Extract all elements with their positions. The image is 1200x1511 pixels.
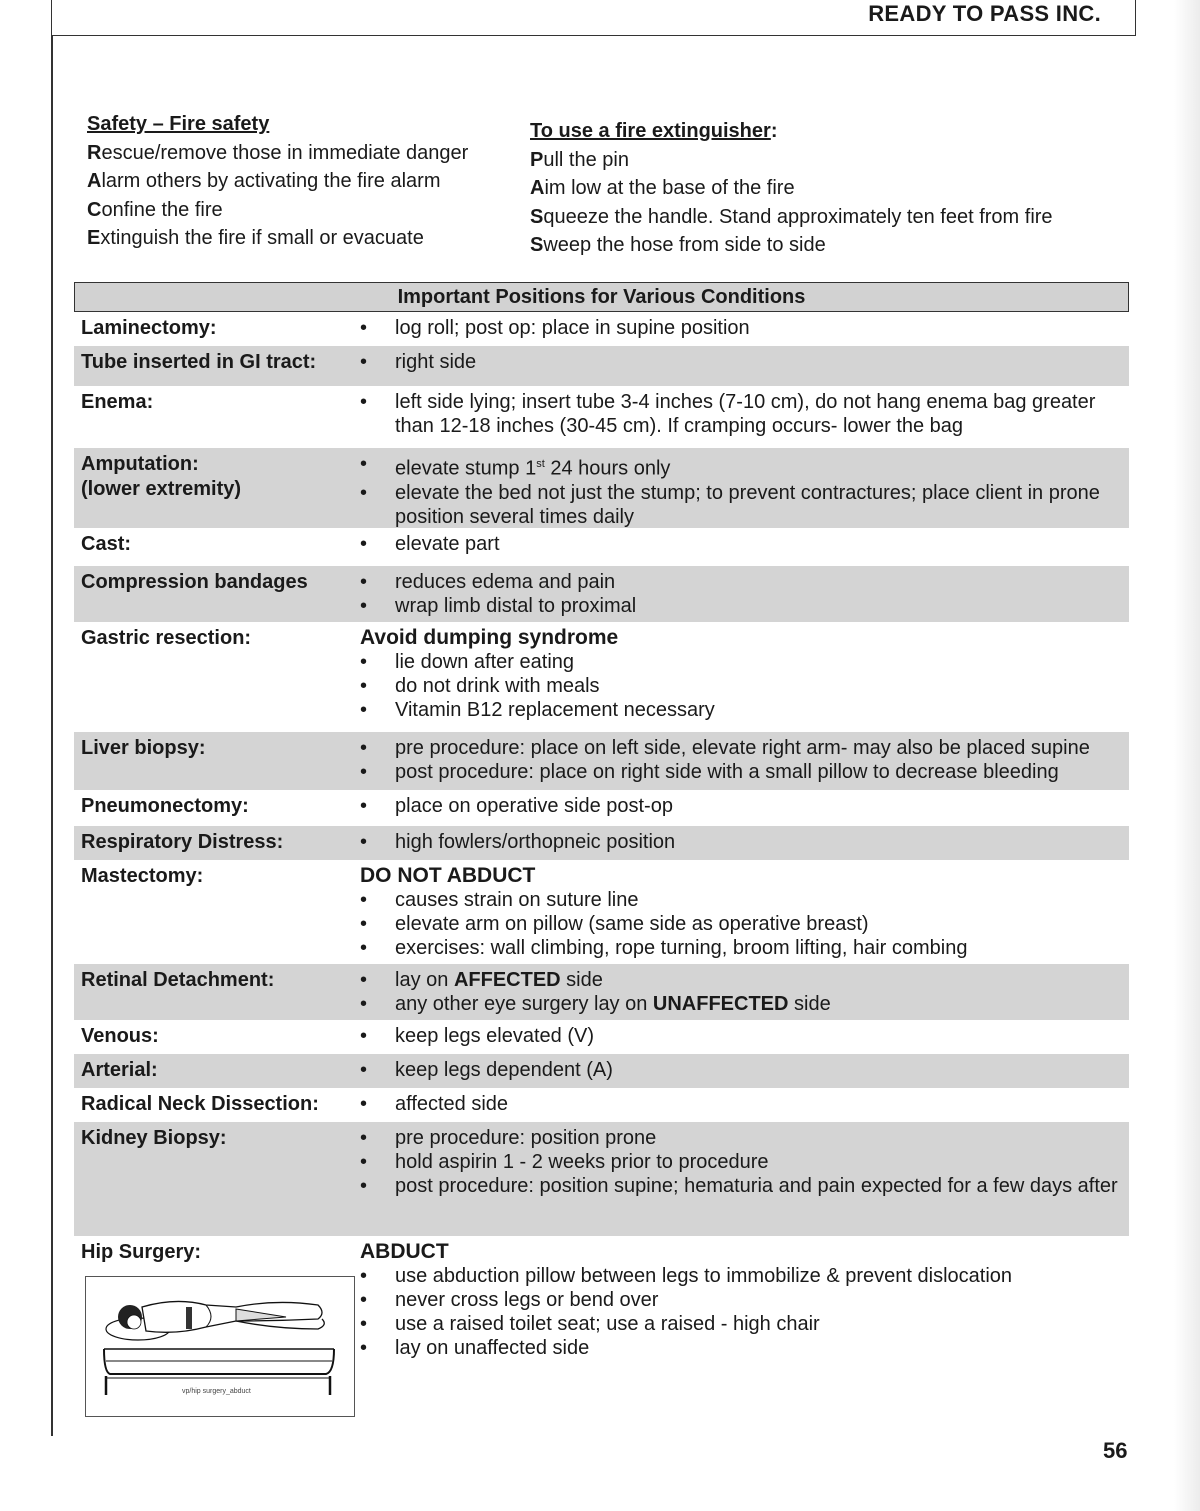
condition-label-line: Enema:: [81, 391, 154, 413]
position-instructions: [356, 566, 1129, 622]
extinguisher-line: Aim low at the base of the fire: [530, 177, 795, 199]
bullet-icon: •: [360, 453, 368, 475]
figure-caption: vp/hip surgery_abduct: [182, 1388, 251, 1395]
instruction-item: [360, 936, 1121, 960]
instruction-text: use abduction pillow between legs to immobilize & prevent dislocation: [395, 1265, 1013, 1287]
condition-label: [74, 1020, 356, 1054]
condition-label-line: Radical Neck Dissection:: [81, 1093, 319, 1115]
instruction-text: right side: [395, 351, 477, 373]
table-row: [74, 1054, 1129, 1088]
instruction-text: never cross legs or bend over: [395, 1289, 659, 1311]
condition-label-line: Venous:: [81, 1025, 159, 1047]
instruction-item: [360, 830, 1121, 854]
condition-label-line: Arterial:: [81, 1059, 158, 1081]
condition-label-line: Hip Surgery:: [81, 1241, 202, 1263]
instruction-text: elevate arm on pillow (same side as operative breast): [395, 913, 869, 935]
instruction-text: pre procedure: position prone: [395, 1127, 657, 1149]
instruction-item: [360, 594, 1121, 618]
instruction-item: [360, 532, 1121, 556]
bullet-icon: •: [360, 533, 368, 555]
condition-label: [74, 448, 356, 528]
instruction-item: [360, 760, 1121, 784]
bullet-icon: •: [360, 1313, 368, 1335]
condition-label-line: Mastectomy:: [81, 865, 204, 887]
position-instructions: [356, 790, 1129, 826]
instruction-item: [360, 481, 1121, 529]
patient-abduction-illustration: [86, 1277, 354, 1416]
bullet-icon: •: [360, 651, 368, 673]
position-instructions: [356, 1088, 1129, 1122]
fire-safety-line: Extinguish the fire if small or evacuate: [87, 227, 424, 249]
condition-label: [74, 528, 356, 566]
bullet-icon: •: [360, 937, 368, 959]
fire-safety-title: Safety – Fire safety: [87, 113, 270, 135]
instruction-item: [360, 698, 1121, 722]
condition-label: [74, 1054, 356, 1088]
instruction-text: keep legs dependent (A): [395, 1059, 613, 1081]
extinguisher-line: Pull the pin: [530, 148, 629, 171]
table-row: [74, 566, 1129, 622]
instruction-text: post procedure: position supine; hematuria and pain expected for a few days after: [395, 1175, 1118, 1197]
instruction-text: lie down after eating: [395, 651, 575, 673]
bullet-icon: •: [360, 595, 368, 617]
instruction-text: reduces edema and pain: [395, 571, 616, 593]
bullet-icon: •: [360, 571, 368, 593]
table-row: [74, 448, 1129, 528]
instruction-item: [360, 1288, 1121, 1312]
position-instructions: [356, 448, 1129, 528]
bullet-icon: •: [360, 481, 368, 504]
instruction-text: exercises: wall climbing, rope turning, broom lifting, hair combing: [395, 937, 968, 959]
page-edge: [1174, 0, 1200, 1511]
instruction-text: do not drink with meals: [395, 675, 600, 697]
condition-label: [74, 964, 356, 1020]
instruction-text: elevate stump 1st 24 hours only: [395, 457, 671, 480]
fire-safety-line: Alarm others by activating the fire alarm: [87, 170, 441, 192]
bullet-icon: •: [360, 1337, 368, 1359]
position-instructions: [356, 528, 1129, 566]
bullet-icon: •: [360, 1025, 368, 1047]
condition-label-line: Gastric resection:: [81, 627, 252, 649]
table-row: [74, 1122, 1129, 1236]
instruction-item: [360, 390, 1121, 438]
fire-safety-line: Rescue/remove those in immediate danger: [87, 141, 469, 164]
table-row: [74, 346, 1129, 386]
condition-label-line: Cast:: [81, 533, 132, 555]
instruction-item: [360, 1058, 1121, 1082]
position-instructions: [356, 386, 1129, 448]
fire-safety-section: [87, 110, 468, 253]
position-instructions: [356, 312, 1129, 346]
instruction-text: log roll; post op: place in supine position: [395, 317, 750, 339]
table-row: [74, 790, 1129, 826]
instruction-item: [360, 912, 1121, 936]
instruction-item: [360, 1336, 1121, 1360]
instruction-item: [360, 1126, 1121, 1150]
bullet-icon: •: [360, 1289, 368, 1311]
bullet-icon: •: [360, 351, 368, 373]
instruction-item: [360, 1024, 1121, 1048]
extinguisher-line: Sweep the hose from side to side: [530, 234, 826, 256]
table-row: [74, 732, 1129, 790]
table-title: Important Positions for Various Conditions: [74, 282, 1129, 312]
instruction-item: [360, 992, 1121, 1016]
table-row: [74, 528, 1129, 566]
instruction-item: [360, 1092, 1121, 1116]
position-instructions: [356, 1236, 1129, 1436]
extinguisher-title: To use a fire extinguisher: [530, 120, 771, 142]
bullet-icon: •: [360, 737, 368, 759]
instruction-text: causes strain on suture line: [395, 889, 639, 911]
bullet-icon: •: [360, 1127, 368, 1149]
instruction-text: wrap limb distal to proximal: [395, 595, 637, 617]
extinguisher-title-row: To use a fire extinguisher:: [530, 120, 778, 142]
table-row: [74, 1088, 1129, 1122]
condition-label: [74, 732, 356, 790]
instruction-item: [360, 1174, 1121, 1198]
page-header: [51, 0, 1136, 36]
condition-label-line: Pneumonectomy:: [81, 795, 249, 817]
table-row: [74, 312, 1129, 346]
condition-label-line: Compression bandages: [81, 571, 308, 593]
instruction-text: elevate part: [395, 533, 500, 555]
bullet-icon: •: [360, 889, 368, 911]
bullet-icon: •: [360, 761, 368, 783]
instruction-item: [360, 316, 1121, 340]
instruction-item: [360, 350, 1121, 374]
condition-label: [74, 1122, 356, 1236]
bullet-icon: •: [360, 913, 368, 935]
condition-label: [74, 566, 356, 622]
bullet-icon: •: [360, 795, 368, 817]
position-instructions: [356, 346, 1129, 386]
extinguisher-section: [530, 117, 1053, 260]
bullet-icon: •: [360, 969, 368, 991]
bullet-icon: •: [360, 1265, 368, 1287]
instruction-item: [360, 452, 1121, 481]
condition-label-line: Kidney Biopsy:: [81, 1127, 227, 1149]
bullet-icon: •: [360, 1059, 368, 1081]
position-instructions: [356, 1054, 1129, 1088]
bullet-icon: •: [360, 699, 368, 721]
table-row: [74, 826, 1129, 860]
table-row: [74, 386, 1129, 448]
position-instructions: [356, 1020, 1129, 1054]
position-instructions: [356, 732, 1129, 790]
condition-label-line: Liver biopsy:: [81, 737, 206, 759]
instruction-text: left side lying; insert tube 3-4 inches (7-10 cm), do not hang enema bag greater than 12-18 inches (30-45 cm). If cramping occurs- lower the bag: [395, 391, 1096, 437]
table-row: [74, 860, 1129, 964]
bullet-icon: •: [360, 1151, 368, 1173]
position-instructions: [356, 826, 1129, 860]
instruction-item: [360, 1264, 1121, 1288]
bullet-icon: •: [360, 831, 368, 853]
table-row: [74, 1020, 1129, 1054]
instruction-item: [360, 888, 1121, 912]
instruction-heading: DO NOT ABDUCT: [360, 864, 536, 887]
position-instructions: [356, 1122, 1129, 1236]
instruction-text: lay on unaffected side: [395, 1337, 590, 1359]
company-name: READY TO PASS INC.: [868, 1, 1101, 26]
condition-label: [74, 386, 356, 448]
table-row: [74, 622, 1129, 732]
condition-label-line: Retinal Detachment:: [81, 969, 275, 991]
instruction-text: high fowlers/orthopneic position: [395, 831, 676, 853]
condition-label-line: (lower extremity): [81, 478, 242, 500]
position-instructions: [356, 860, 1129, 964]
instruction-heading: ABDUCT: [360, 1240, 449, 1263]
page-number: 56: [1103, 1438, 1128, 1463]
instruction-item: [360, 968, 1121, 992]
condition-label-line: Respiratory Distress:: [81, 831, 284, 853]
instruction-item: [360, 570, 1121, 594]
instruction-item: [360, 674, 1121, 698]
condition-label: [74, 312, 356, 346]
condition-label: [74, 346, 356, 386]
condition-label: [74, 860, 356, 964]
table-body: [74, 312, 1129, 1436]
bullet-icon: •: [360, 391, 368, 413]
instruction-text: post procedure: place on right side with a small pillow to decrease bleeding: [395, 761, 1059, 783]
left-margin-rule: [51, 36, 53, 1436]
positions-table: [74, 282, 1129, 1436]
condition-label: [74, 1088, 356, 1122]
instruction-text: use a raised toilet seat; use a raised - high chair: [395, 1313, 820, 1335]
extinguisher-line: Squeeze the handle. Stand approximately ten feet from fire: [530, 205, 1053, 228]
instruction-item: [360, 736, 1121, 760]
condition-label-line: Amputation:: [81, 453, 199, 475]
condition-label-line: Tube inserted in GI tract:: [81, 351, 317, 373]
instruction-text: keep legs elevated (V): [395, 1025, 595, 1047]
bullet-icon: •: [360, 1093, 368, 1115]
instruction-text: affected side: [395, 1093, 509, 1115]
bullet-icon: •: [360, 317, 368, 339]
hip-surgery-figure: [85, 1276, 355, 1417]
instruction-text: hold aspirin 1 - 2 weeks prior to procedure: [395, 1151, 769, 1173]
position-instructions: [356, 964, 1129, 1020]
condition-label: [74, 826, 356, 860]
instruction-item: [360, 794, 1121, 818]
bullet-icon: •: [360, 1175, 368, 1197]
instruction-item: [360, 1150, 1121, 1174]
instruction-item: [360, 650, 1121, 674]
instruction-text: place on operative side post-op: [395, 795, 673, 817]
fire-safety-line: Confine the fire: [87, 198, 223, 221]
instruction-text: pre procedure: place on left side, elevate right arm- may also be placed supine: [395, 737, 1090, 759]
table-row: [74, 964, 1129, 1020]
instruction-item: [360, 1312, 1121, 1336]
condition-label: [74, 790, 356, 826]
condition-label-line: Laminectomy:: [81, 317, 217, 339]
instruction-text: any other eye surgery lay on UNAFFECTED side: [395, 993, 831, 1015]
instruction-heading: Avoid dumping syndrome: [360, 626, 619, 649]
bullet-icon: •: [360, 675, 368, 697]
instruction-text: Vitamin B12 replacement necessary: [395, 699, 715, 721]
condition-label: [74, 622, 356, 732]
instruction-text: lay on AFFECTED side: [395, 969, 603, 991]
bullet-icon: •: [360, 993, 368, 1015]
instruction-text: elevate the bed not just the stump; to prevent contractures; place client in prone position several times daily: [395, 481, 1100, 528]
position-instructions: [356, 622, 1129, 732]
